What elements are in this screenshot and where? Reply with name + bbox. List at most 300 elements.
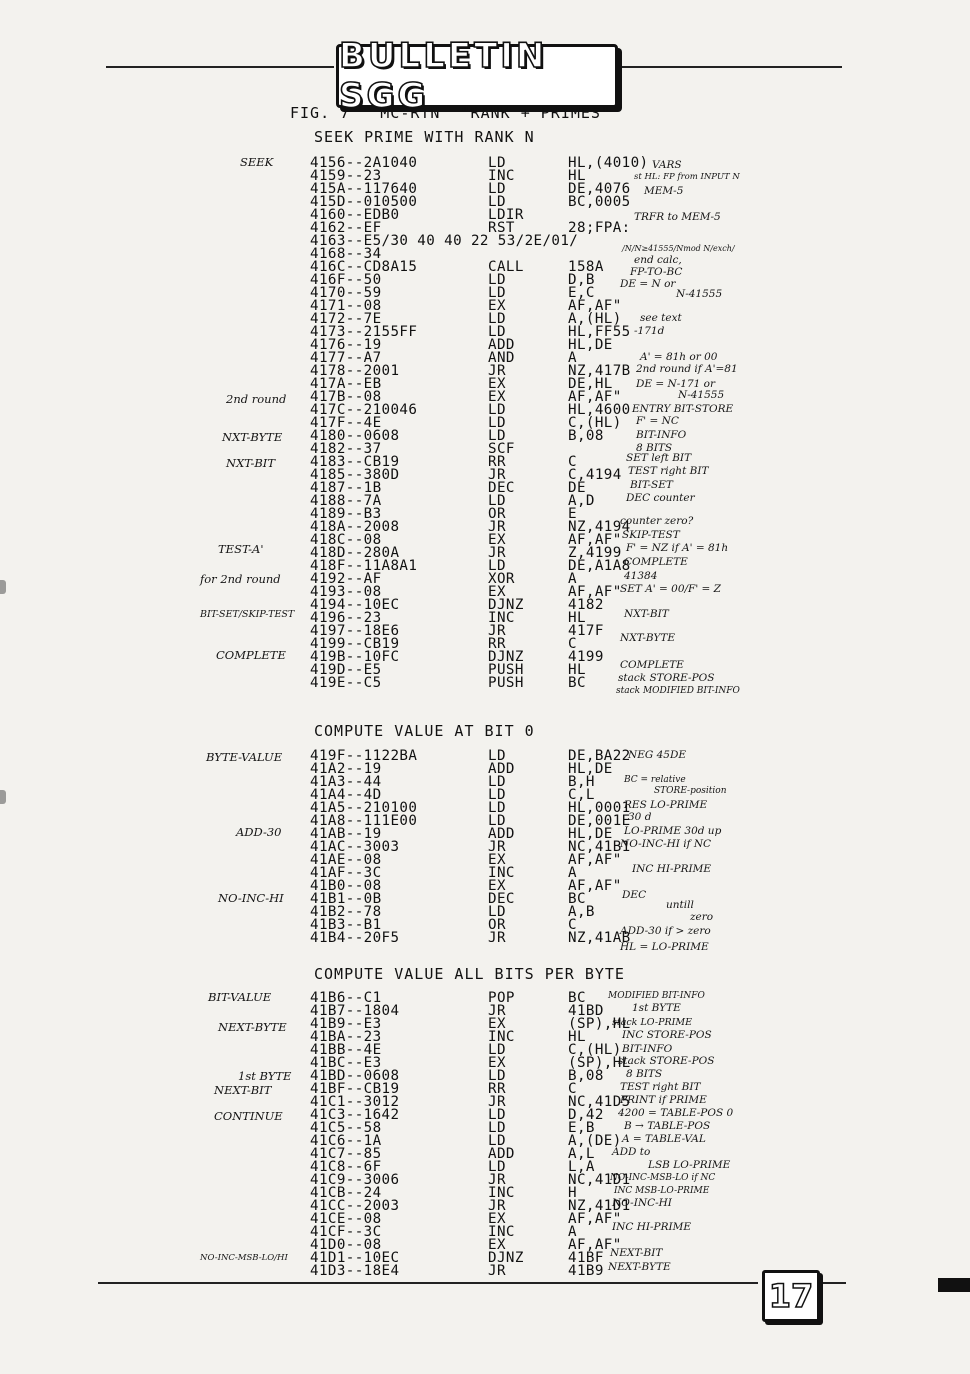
annotation: zero — [690, 911, 714, 923]
address-bytes: 4180--0608 — [310, 428, 400, 444]
left-label: SEEK — [240, 155, 274, 169]
mnemonic: ADD — [488, 337, 515, 353]
operand: E,C — [568, 285, 595, 301]
mnemonic: JR — [488, 519, 506, 535]
address-bytes: 41B3--B1 — [310, 917, 382, 933]
mnemonic: LD — [488, 787, 506, 803]
mnemonic: ADD — [488, 1146, 515, 1162]
mnemonic: EX — [488, 376, 506, 392]
mnemonic: EX — [488, 389, 506, 405]
operand: B,08 — [568, 428, 604, 444]
annotation: HL = LO-PRIME — [620, 941, 709, 953]
annotation: LO-PRIME 30d up — [624, 825, 722, 837]
address-bytes: 417B--08 — [310, 389, 382, 405]
address-bytes: 4176--19 — [310, 337, 382, 353]
annotation: NO-INC-HI if NC — [620, 838, 712, 850]
address-bytes: 416F--50 — [310, 272, 382, 288]
mnemonic: JR — [488, 363, 506, 379]
address-bytes: 41CC--2003 — [310, 1198, 400, 1214]
annotation: 8 BITS — [626, 1068, 663, 1080]
address-bytes: 41D0--08 — [310, 1237, 382, 1253]
address-bytes: 419F--1122BA — [310, 748, 418, 764]
annotation: SKIP-TEST — [622, 529, 680, 541]
operand: 417F — [568, 623, 604, 639]
operand: HL,0001 — [568, 800, 631, 816]
operand: HL,DE — [568, 337, 613, 353]
address-bytes: 41CE--08 — [310, 1211, 382, 1227]
mnemonic: JR — [488, 545, 506, 561]
mnemonic: CALL — [488, 259, 524, 275]
mnemonic: JR — [488, 1172, 506, 1188]
address-bytes: 415A--117640 — [310, 181, 418, 197]
operand: AF,AF" — [568, 298, 622, 314]
mnemonic: JR — [488, 930, 506, 946]
operand: HL — [568, 662, 586, 678]
operand: AF,AF" — [568, 852, 622, 868]
address-bytes: 4162--EF — [310, 220, 382, 236]
mnemonic: OR — [488, 917, 506, 933]
operand: AF,AF" — [568, 878, 622, 894]
operand: AF,AF" — [568, 1211, 622, 1227]
annotation: LSB LO-PRIME — [648, 1159, 731, 1171]
top-rule-right — [614, 66, 842, 68]
operand: HL,DE — [568, 761, 613, 777]
annotation: ADD to — [612, 1146, 651, 1158]
annotation: MODIFIED BIT-INFO — [608, 991, 705, 1001]
annotation: N-41555 — [678, 389, 725, 401]
address-bytes: 4178--2001 — [310, 363, 400, 379]
annotation: DE = N-171 or — [636, 378, 716, 390]
left-label: NEXT-BIT — [214, 1083, 272, 1097]
operand: HL,4600 — [568, 402, 631, 418]
mnemonic: LD — [488, 272, 506, 288]
annotation: TRFR to MEM-5 — [634, 211, 721, 223]
address-bytes: 4159--23 — [310, 168, 382, 184]
annotation: F' = NZ if A' = 81h — [626, 542, 729, 554]
mnemonic: LD — [488, 311, 506, 327]
address-bytes: 4182--37 — [310, 441, 382, 457]
address-bytes: 4193--08 — [310, 584, 382, 600]
operand: 28;FPA: — [568, 220, 631, 236]
annotation: ADD-30 if > zero — [620, 925, 711, 937]
mnemonic: OR — [488, 506, 506, 522]
operand: A,B — [568, 904, 595, 920]
operand: 41BD — [568, 1003, 604, 1019]
mnemonic: LD — [488, 428, 506, 444]
operand: E,B — [568, 1120, 595, 1136]
mnemonic: LD — [488, 748, 506, 764]
operand: BC — [568, 675, 586, 691]
address-bytes: 41C9--3006 — [310, 1172, 400, 1188]
mnemonic: EX — [488, 1211, 506, 1227]
mnemonic: INC — [488, 610, 515, 626]
annotation: -171d — [634, 325, 665, 337]
operand: DE,BA22 — [568, 748, 631, 764]
annotation: BIT-SET — [630, 479, 673, 491]
annotation: 30 d — [628, 811, 652, 823]
mnemonic: LD — [488, 181, 506, 197]
mnemonic: LD — [488, 800, 506, 816]
mnemonic: POP — [488, 990, 515, 1006]
annotation: stack STORE-POS — [618, 672, 715, 684]
address-bytes: 4171--08 — [310, 298, 382, 314]
annotation: B → TABLE-POS — [624, 1120, 711, 1132]
operand: E — [568, 506, 577, 522]
address-bytes: 418F--11A8A1 — [310, 558, 418, 574]
address-bytes: 4189--B3 — [310, 506, 382, 522]
operand: HL,(4010) — [568, 155, 649, 171]
edge-tab — [938, 1278, 970, 1292]
address-bytes: 41A8--111E00 — [310, 813, 418, 829]
left-label: ADD-30 — [236, 825, 282, 839]
annotation: DE = N or — [620, 278, 676, 290]
address-bytes: 41C3--1642 — [310, 1107, 400, 1123]
masthead-logo: BULLETIN SGG — [336, 44, 618, 108]
operand: BC,0005 — [568, 194, 631, 210]
operand: Z,4199 — [568, 545, 622, 561]
address-bytes: 41BD--0608 — [310, 1068, 400, 1084]
annotation: RES LO-PRIME — [624, 799, 708, 811]
operand: BC — [568, 990, 586, 1006]
mnemonic: ADD — [488, 761, 515, 777]
operand: A,D — [568, 493, 595, 509]
annotation: TEST right BIT — [628, 465, 709, 477]
mnemonic: INC — [488, 168, 515, 184]
annotation: NEG 45DE — [628, 749, 687, 761]
mnemonic: XOR — [488, 571, 515, 587]
annotation: NEXT-BYTE — [608, 1261, 671, 1273]
operand: AF,AF" — [568, 584, 622, 600]
annotation: NXT-BIT — [624, 608, 669, 620]
address-bytes: 4194--10EC — [310, 597, 400, 613]
annotation: end calc, — [634, 254, 682, 266]
address-bytes: 41AC--3003 — [310, 839, 400, 855]
address-bytes: 4192--AF — [310, 571, 382, 587]
operand: B,H — [568, 774, 595, 790]
mnemonic: DJNZ — [488, 1250, 524, 1266]
operand: HL,DE — [568, 826, 613, 842]
annotation: 1st BYTE — [632, 1002, 681, 1014]
address-bytes: 419D--E5 — [310, 662, 382, 678]
address-bytes: 4172--7E — [310, 311, 382, 327]
address-bytes: 4163--E5/30 40 40 22 53/2E/01/ — [310, 233, 579, 249]
mnemonic: LD — [488, 1159, 506, 1175]
annotation: /N/N≥41555/Nmod N/exch/ — [622, 244, 735, 253]
mnemonic: SCF — [488, 441, 515, 457]
mnemonic: EX — [488, 878, 506, 894]
left-label: TEST-A' — [218, 542, 264, 556]
address-bytes: 41A5--210100 — [310, 800, 418, 816]
mnemonic: EX — [488, 532, 506, 548]
annotation: BC = relative — [624, 775, 686, 785]
operand: C,4194 — [568, 467, 622, 483]
annotation: st HL: FP from INPUT N — [634, 172, 740, 182]
operand: AF,AF" — [568, 1237, 622, 1253]
annotation: stack LO-PRIME — [612, 1017, 693, 1028]
operand: 158A — [568, 259, 604, 275]
annotation: NO-INC-HI — [612, 1197, 672, 1209]
mnemonic: ADD — [488, 826, 515, 842]
mnemonic: LD — [488, 1068, 506, 1084]
address-bytes: 4196--23 — [310, 610, 382, 626]
operand: NC,41D1 — [568, 1172, 631, 1188]
mnemonic: RST — [488, 220, 515, 236]
address-bytes: 419B--10FC — [310, 649, 400, 665]
annotation: see text — [640, 312, 682, 324]
mnemonic: LD — [488, 1107, 506, 1123]
operand: A — [568, 571, 577, 587]
annotation: stack MODIFIED BIT-INFO — [616, 686, 740, 696]
address-bytes: 41BF--CB19 — [310, 1081, 400, 1097]
address-bytes: 41C6--1A — [310, 1133, 382, 1149]
address-bytes: 418C--08 — [310, 532, 382, 548]
operand: 4182 — [568, 597, 604, 613]
annotation: A' = 81h or 00 — [640, 351, 718, 363]
annotation: SET left BIT — [626, 452, 692, 464]
annotation: INC HI-PRIME — [612, 1221, 692, 1233]
operand: C,(HL) — [568, 1042, 622, 1058]
operand: AF,AF" — [568, 532, 622, 548]
address-bytes: 417C--210046 — [310, 402, 418, 418]
address-bytes: 41A4--4D — [310, 787, 382, 803]
annotation: 41384 — [624, 570, 658, 582]
address-bytes: 418A--2008 — [310, 519, 400, 535]
mnemonic: LD — [488, 558, 506, 574]
address-bytes: 41D3--18E4 — [310, 1263, 400, 1279]
left-label: BIT-VALUE — [208, 990, 272, 1004]
address-bytes: 41D1--10EC — [310, 1250, 400, 1266]
mnemonic: LD — [488, 774, 506, 790]
annotation: FP-TO-BC — [630, 266, 683, 278]
operand: C,L — [568, 787, 595, 803]
bottom-rule-right — [818, 1282, 846, 1284]
operand: B,08 — [568, 1068, 604, 1084]
operand: A — [568, 865, 577, 881]
figure-caption — [290, 104, 611, 122]
annotation: COMPLETE — [624, 556, 688, 568]
annotation: PRINT if PRIME — [620, 1094, 707, 1106]
top-rule — [106, 66, 334, 68]
address-bytes: 4160--EDB0 — [310, 207, 400, 223]
left-label: NXT-BIT — [226, 456, 275, 470]
address-bytes: 41AB--19 — [310, 826, 382, 842]
address-bytes: 41B7--1804 — [310, 1003, 400, 1019]
operand: C — [568, 917, 577, 933]
section-heading: SEEK PRIME WITH RANK N — [314, 128, 535, 146]
address-bytes: 41CB--24 — [310, 1185, 382, 1201]
mnemonic: JR — [488, 1263, 506, 1279]
annotation: NXT-BYTE — [620, 632, 675, 644]
address-bytes: 41C5--58 — [310, 1120, 382, 1136]
mnemonic: LD — [488, 402, 506, 418]
operand: A,(HL) — [568, 311, 622, 327]
annotation: untill — [666, 899, 694, 911]
annotation: MEM-5 — [644, 185, 684, 197]
address-bytes: 41A3--44 — [310, 774, 382, 790]
annotation: SET A' = 00/F' = Z — [620, 583, 721, 595]
mnemonic: LD — [488, 1042, 506, 1058]
annotation: DEC counter — [626, 492, 695, 504]
operand: D,B — [568, 272, 595, 288]
mnemonic: JR — [488, 623, 506, 639]
annotation: NEXT-BIT — [610, 1247, 663, 1259]
operand: AF,AF" — [568, 389, 622, 405]
annotation: BIT-INFO — [622, 1043, 673, 1055]
operand: HL — [568, 168, 586, 184]
mnemonic: JR — [488, 1198, 506, 1214]
mnemonic: INC — [488, 1224, 515, 1240]
annotation: BIT-INFO — [636, 429, 687, 441]
operand: A,(DE) — [568, 1133, 622, 1149]
mnemonic: DEC — [488, 480, 515, 496]
mnemonic: RR — [488, 454, 506, 470]
address-bytes: 4197--18E6 — [310, 623, 400, 639]
address-bytes: 41CF--3C — [310, 1224, 382, 1240]
mnemonic: JR — [488, 1003, 506, 1019]
mnemonic: LD — [488, 155, 506, 171]
operand: HL,FF55 — [568, 324, 631, 340]
left-label: 2nd round — [226, 392, 287, 406]
operand: DE,HL — [568, 376, 613, 392]
operand: NZ,4194 — [568, 519, 631, 535]
annotation: ENTRY BIT-STORE — [632, 403, 734, 415]
mnemonic: EX — [488, 584, 506, 600]
section-heading: COMPUTE VALUE AT BIT 0 — [314, 722, 535, 740]
annotation: STORE-position — [654, 786, 727, 796]
mnemonic: PUSH — [488, 662, 524, 678]
address-bytes: 41A2--19 — [310, 761, 382, 777]
annotation: NO-INC-MSB-LO if NC — [610, 1173, 716, 1183]
operand: L,A — [568, 1159, 595, 1175]
address-bytes: 41BA--23 — [310, 1029, 382, 1045]
figure-label: FIG. 7 — [290, 104, 351, 122]
left-label: COMPLETE — [216, 648, 286, 662]
mnemonic: JR — [488, 1094, 506, 1110]
mnemonic: JR — [488, 467, 506, 483]
operand: A — [568, 1224, 577, 1240]
operand: (SP),HL — [568, 1055, 631, 1071]
mnemonic: INC — [488, 1185, 515, 1201]
operand: C — [568, 636, 577, 652]
operand: 41B9 — [568, 1263, 604, 1279]
operand: DE,A1A8 — [568, 558, 631, 574]
mnemonic: LD — [488, 1120, 506, 1136]
address-bytes: 41AF--3C — [310, 865, 382, 881]
operand: H — [568, 1185, 577, 1201]
address-bytes: 41B9--E3 — [310, 1016, 382, 1032]
address-bytes: 41C1--3012 — [310, 1094, 400, 1110]
figure-title: MC-RTN "RANK + PRIMES" — [380, 104, 611, 122]
mnemonic: EX — [488, 852, 506, 868]
address-bytes: 4177--A7 — [310, 350, 382, 366]
mnemonic: INC — [488, 1029, 515, 1045]
annotation: 4200 = TABLE-POS 0 — [618, 1107, 734, 1119]
annotation: counter zero? — [620, 515, 694, 527]
annotation: INC STORE-POS — [622, 1029, 712, 1041]
address-bytes: 4173--2155FF — [310, 324, 418, 340]
operand: HL — [568, 1029, 586, 1045]
mnemonic: LD — [488, 813, 506, 829]
address-bytes: 4199--CB19 — [310, 636, 400, 652]
mnemonic: PUSH — [488, 675, 524, 691]
left-label: BYTE-VALUE — [206, 750, 283, 764]
annotation: A = TABLE-VAL — [622, 1133, 706, 1145]
address-bytes: 419E--C5 — [310, 675, 382, 691]
operand: BC — [568, 891, 586, 907]
left-label: 1st BYTE — [238, 1069, 292, 1083]
operand: C,(HL) — [568, 415, 622, 431]
bottom-rule — [98, 1282, 758, 1284]
mnemonic: RR — [488, 1081, 506, 1097]
address-bytes: 417F--4E — [310, 415, 382, 431]
section-heading: COMPUTE VALUE ALL BITS PER BYTE — [314, 965, 625, 983]
mnemonic: EX — [488, 298, 506, 314]
punch-hole — [0, 790, 6, 804]
left-label: CONTINUE — [214, 1109, 283, 1123]
address-bytes: 418D--280A — [310, 545, 400, 561]
operand: 41BF — [568, 1250, 604, 1266]
mnemonic: LD — [488, 285, 506, 301]
address-bytes: 41B6--C1 — [310, 990, 382, 1006]
operand: NC,41B1 — [568, 839, 631, 855]
address-bytes: 4188--7A — [310, 493, 382, 509]
address-bytes: 4156--2A1040 — [310, 155, 418, 171]
mnemonic: EX — [488, 1016, 506, 1032]
mnemonic: DJNZ — [488, 597, 524, 613]
mnemonic: LD — [488, 1133, 506, 1149]
address-bytes: 41BB--4E — [310, 1042, 382, 1058]
mnemonic: JR — [488, 839, 506, 855]
left-label: BIT-SET/SKIP-TEST — [200, 609, 295, 620]
annotation: TEST right BIT — [620, 1081, 701, 1093]
page-number: 17 — [762, 1270, 820, 1322]
address-bytes: 41B2--78 — [310, 904, 382, 920]
address-bytes: 4185--380D — [310, 467, 400, 483]
annotation: stack STORE-POS — [618, 1055, 715, 1067]
operand: D,42 — [568, 1107, 604, 1123]
operand: 4199 — [568, 649, 604, 665]
annotation: F' = NC — [636, 415, 679, 427]
address-bytes: 415D--010500 — [310, 194, 418, 210]
annotation: INC MSB-LO-PRIME — [614, 1186, 710, 1196]
operand: DE — [568, 480, 586, 496]
address-bytes: 416C--CD8A15 — [310, 259, 418, 275]
left-label: NEXT-BYTE — [218, 1020, 287, 1034]
mnemonic: EX — [488, 1055, 506, 1071]
address-bytes: 41B4--20F5 — [310, 930, 400, 946]
annotation: 2nd round if A'=81 — [636, 363, 738, 375]
mnemonic: INC — [488, 865, 515, 881]
mnemonic: AND — [488, 350, 515, 366]
mnemonic: LDIR — [488, 207, 524, 223]
operand: DE,001E — [568, 813, 631, 829]
address-bytes: 417A--EB — [310, 376, 382, 392]
operand: HL — [568, 610, 586, 626]
address-bytes: 4170--59 — [310, 285, 382, 301]
left-label: for 2nd round — [200, 572, 281, 586]
operand: DE,4076 — [568, 181, 631, 197]
operand: C — [568, 454, 577, 470]
mnemonic: RR — [488, 636, 506, 652]
annotation: N-41555 — [676, 288, 723, 300]
mnemonic: LD — [488, 194, 506, 210]
annotation: DEC — [622, 889, 647, 901]
operand: C — [568, 1081, 577, 1097]
address-bytes: 41BC--E3 — [310, 1055, 382, 1071]
mnemonic: LD — [488, 904, 506, 920]
mnemonic: DEC — [488, 891, 515, 907]
address-bytes: 41C7--85 — [310, 1146, 382, 1162]
